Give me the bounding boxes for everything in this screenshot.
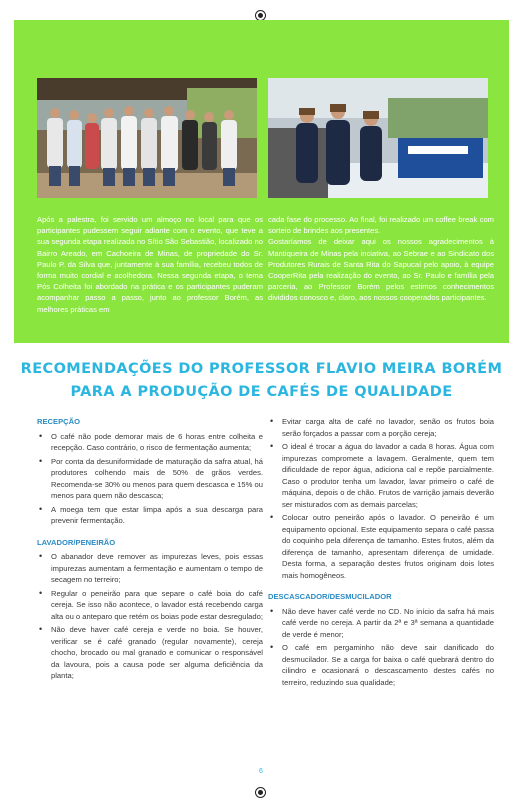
list-item: • Por conta da desuniformidade de maturação da safra atual, há produtores colhendo mais de 50% de grãos verdes. Recomenda-se 30% ou menos para quem descasca e 15% ou menos para quem não descasca; [37, 456, 263, 502]
lavador-list-continued [268, 416, 494, 581]
list-item: • O ideal é trocar a água do lavador a cada 8 horas. Água com impurezas compromete a lavagem. Geralmente, quem tem dificuldade de repor água, adiciona cal e repõe parcialmente. Caso o produtor tenha um lavador, lavar primeiro o café de máquina, depois o de chão. Frutos de varrição jamais deverão ser misturados com as demais parcelas; [268, 441, 494, 510]
list-item: • O café não pode demorar mais de 6 horas entre colheita e recepção. Caso contrário, o risco de fermentação aumenta; [37, 431, 263, 454]
page-number: 6 [259, 768, 263, 775]
intro-column-left [37, 214, 263, 315]
list-item: • O café em pergaminho não deve sair danificado do desmucilador. Se a carga for baixa o café quebrará dentro do cilindro e ocasionará o descascamento destes cafés no terreiro, reduzindo sua qualidade; [268, 642, 494, 688]
list-item: • Evitar carga alta de café no lavador, senão os frutos boia serão forçados a passar com a porção cereja; [268, 416, 494, 439]
section-heading-recepcao: RECEPÇÃO [37, 417, 81, 426]
section-heading-lavador: LAVADOR/PENEIRÃO [37, 537, 116, 547]
registration-mark-bottom [255, 787, 266, 798]
list-item: • Colocar outro peneirão após o lavador. O peneirão é um equipamento opcional. Este equipamento separa o café passa do coquinho pela diferença de tamanho. Estes frutos, além da diferença de tamanho, apresentam diferença de umidade. Desta forma, a separação destes frutos originam dois lotes mais homogêneos. [268, 512, 494, 581]
list-item: • O abanador deve remover as impurezas leves, pois essas impurezas aumentam a fermentação e aumentam o tempo de secagem no terreiro; [37, 551, 263, 586]
intro-paragraph: cada fase do processo. Ao final, foi realizado um coffee break com sorteio de brindes aos presentes. [268, 215, 494, 236]
recommendations-column-right [268, 416, 494, 690]
team-photo [268, 78, 488, 198]
intro-paragraph: Gostaríamos de deixar aqui os nossos agradecimentos à Mantiqueira de Minas pela inciativa, ao Sebrae e ao Sindicato dos Produtores Rurais de Santa Rita do Sapucaí pelo apoio, à equipe CooperRita pela realização do evento, ao Sr. Paulo e família pela parceria, ao Professor Borém pelos estimos conhecimentos divididos conosco e, claro, aos nossos cooperados participantes. [268, 237, 494, 303]
section-title-line-2: PARA A PRODUÇÃO DE CAFÉS DE QUALIDADE [70, 384, 453, 400]
recommendations-column-left [37, 416, 263, 684]
lavador-list [37, 551, 263, 682]
recepcao-list [37, 431, 263, 527]
intro-column-right [268, 214, 494, 304]
section-heading-descascador: DESCASCADOR/DESMUCILADOR [268, 592, 392, 601]
section-title-line-1: RECOMENDAÇÕES DO PROFESSOR FLAVIO MEIRA BORÉM [20, 361, 503, 377]
list-item: • Não deve haver café cereja e verde no boia. Se houver, verificar se é café granado (regular novamente), cereja chocho, brocado ou mal granado e comunicar o responsável da lavoura, pois a causa pode ser alguma deficiência da planta; [37, 624, 263, 682]
intro-paragraph: Após a palestra, foi servido um almoço no local para que os participantes pudessem seguir adiante com o evento, que teve a sua segunda etapa realizada no Sítio São Sebastião, localizado no Bairro Areado, em Cachoeira de Minas, de propriedade do Sr. Paulo P. da Silva que, juntamente à sua família, recebeu todos de forma muito cordial e acolhedora. Nessa segunda etapa, o tema Pós Colheita foi abordado na prática e os participantes puderam acompanhar passo a passo, junto ao professor Borém, as melhores práticas em [37, 215, 263, 314]
list-item: • Não deve haver café verde no CD. No início da safra há mais café verde no cereja. A partir da 2ª e 3ª semana a quantidade de verde é menor; [268, 606, 494, 641]
descascador-list [268, 606, 494, 689]
list-item: • Regular o peneirão para que separe o café boia do café cereja. Se isso não acontece, o lavador está recebendo carga alta ou o anteparo que retém os boias pode estar desregulado; [37, 588, 263, 623]
list-item: • A moega tem que estar limpa após a sua descarga para prevenir fermentação. [37, 504, 263, 527]
group-photo [37, 78, 257, 198]
